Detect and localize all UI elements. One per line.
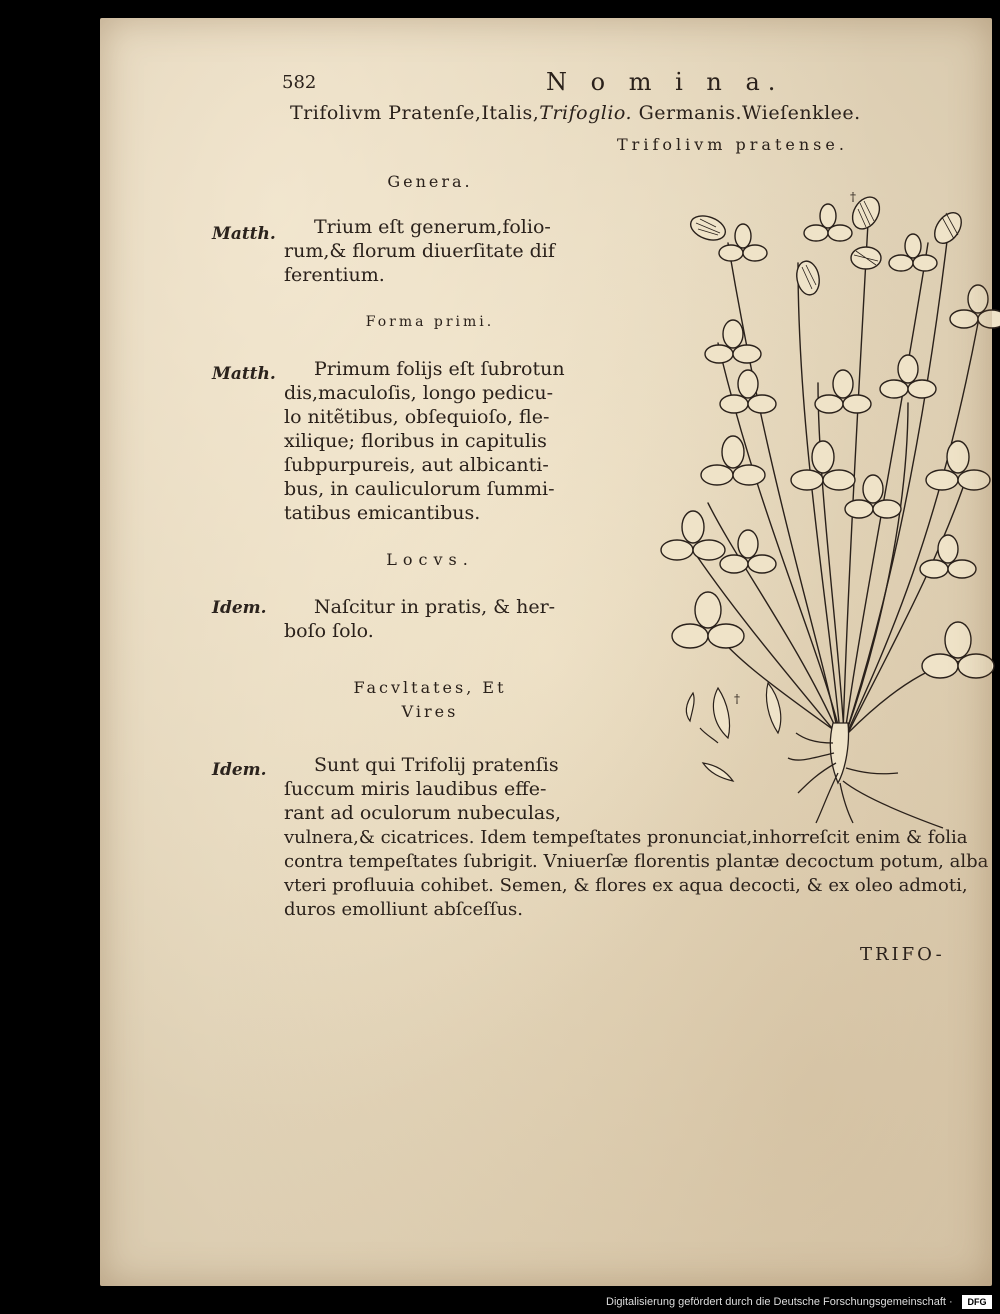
section-heading-vires: Vires [401, 702, 459, 721]
book-page [100, 18, 992, 1286]
section-heading-forma: Forma primi. [365, 314, 495, 330]
title-italic: Trifoglio. [539, 102, 633, 124]
text-line: Sunt qui Trifolij pratenſis [314, 754, 559, 776]
dfg-logo: DFG [962, 1295, 992, 1309]
section-heading-locus: Locvs. [386, 550, 474, 569]
text-line: duros emolliunt abſceſſus. [284, 899, 524, 920]
text-line: tatibus emicantibus. [284, 502, 481, 524]
text-line: lo nitẽtibus, obſequioſo, fle- [284, 406, 550, 428]
figure-mark: † [734, 692, 740, 706]
running-head: N o m i n a. [546, 68, 784, 96]
section-heading-facultates: Facvltates, Et [353, 678, 507, 697]
text-line: Primum folijs eſt ſubrotun [314, 358, 565, 380]
text-line: ferentium. [284, 264, 385, 286]
text-line: xilique; floribus in capitulis [284, 430, 547, 452]
text-line: bus, in cauliculorum ſummi- [284, 478, 555, 500]
title-line [290, 102, 861, 124]
margin-note: Matth. [212, 364, 276, 384]
digitization-footer: Digitalisierung gefördert durch die Deutsche Forschungsgemeinschaft · [606, 1296, 953, 1308]
text-line: contra tempeſtates ſubrigit. Vniuerſæ florentis plantæ decoctum potum, alba [284, 851, 989, 872]
margin-note: Matth. [212, 224, 276, 244]
page-number: 582 [282, 72, 317, 93]
text-line: vteri profluuia cohibet. Semen, & flores ex aqua decocti, & ex oleo admoti, [284, 875, 968, 896]
text-line: boſo ſolo. [284, 620, 374, 642]
text-line: rum,& florum diuerſitate dif [284, 240, 555, 262]
text-line: vulnera,& cicatrices. Idem tempeſtates pronunciat,inhorreſcit enim & folia [284, 827, 968, 848]
section-heading-genera: Genera. [387, 172, 473, 191]
text-line: ſuccum miris laudibus effe- [284, 778, 547, 800]
text-line: dis,maculoſis, longo pedicu- [284, 382, 554, 404]
text-line: rant ad oculorum nubeculas, [284, 802, 562, 824]
title-main: Trifolivm Pratenſe,Italis, [290, 102, 540, 124]
margin-note: Idem. [212, 598, 267, 618]
text-line: ſubpurpureis, aut albicanti- [284, 454, 549, 476]
margin-note: Idem. [212, 760, 267, 780]
text-line: Trium eſt generum,folio- [314, 216, 551, 238]
figure-caption: Trifolivm pratense. [617, 135, 848, 154]
clover-woodcut-illustration [648, 183, 1000, 833]
title-rest: Germanis.Wieſenklee. [632, 102, 861, 124]
figure-mark: † [850, 190, 856, 204]
catchword: TRIFO- [860, 944, 945, 965]
text-line: Naſcitur in pratis, & her- [314, 596, 556, 618]
